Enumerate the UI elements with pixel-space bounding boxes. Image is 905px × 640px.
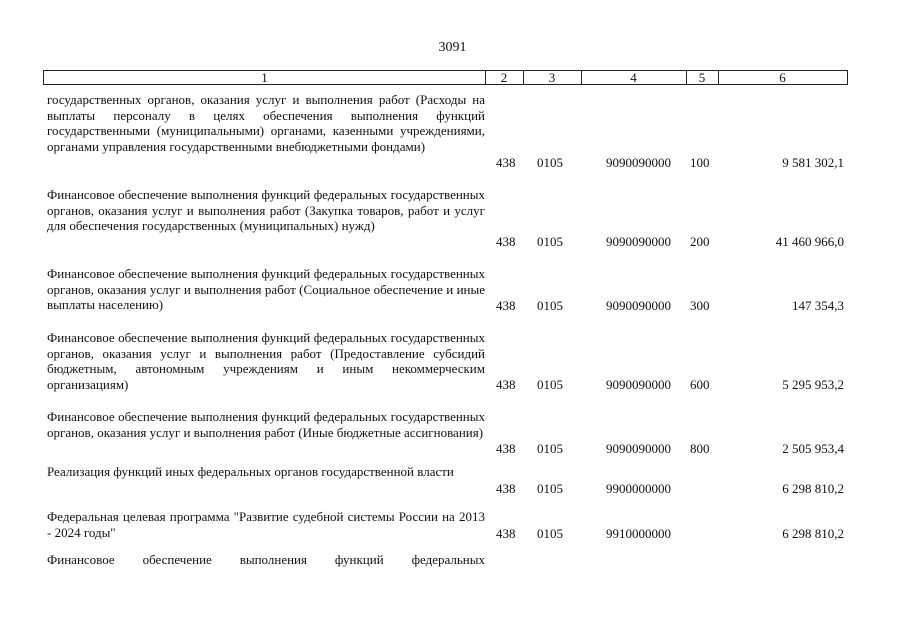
row-amount: 6 298 810,2 [782,480,844,496]
row-description: Реализация функций иных федеральных органов государственной власти [47,464,454,479]
header-col-1: 1 [261,70,268,85]
table-row [0,552,905,568]
row-section-code: 0105 [537,525,563,541]
row-amount: 2 505 953,4 [782,440,844,456]
table-row [0,330,905,392]
row-description: Финансовое обеспечение выполнения функций федеральных государственных органов, оказания услуг и выполнения работ (Закупка товаров, работ и услуг для обеспечения государственных (муниципальных) нужд) [47,187,485,233]
row-target-code: 9090090000 [606,376,671,392]
row-amount: 147 354,3 [792,297,844,313]
row-expense-type: 800 [690,440,710,456]
row-section-code: 0105 [537,480,563,496]
row-ministry-code: 438 [496,297,516,313]
row-description: Финансовое обеспечение выполнения функций федеральных государственных органов, оказания услуг и выполнения работ (Социальное обеспечение и иные выплаты населению) [47,266,485,312]
table-row [0,266,905,313]
row-section-code: 0105 [537,440,563,456]
table-row [0,187,905,249]
header-col-4: 4 [630,70,637,85]
row-amount: 41 460 966,0 [775,233,844,249]
row-target-code: 9090090000 [606,297,671,313]
row-description: Финансовое обеспечение выполнения функций федеральных [47,552,485,567]
header-col-2: 2 [500,70,508,85]
row-section-code: 0105 [537,154,563,170]
row-expense-type: 300 [690,297,710,313]
row-target-code: 9090090000 [606,154,671,170]
row-description: Финансовое обеспечение выполнения функций федеральных государственных органов, оказания услуг и выполнения работ (Предоставление субсидий бюджетным, автономным учреждениям и иным некоммерческим организациям) [47,330,485,392]
header-col-5: 5 [698,70,706,85]
table-row [0,92,905,170]
table-header [43,70,848,85]
row-amount: 9 581 302,1 [782,154,844,170]
row-description: Финансовое обеспечение выполнения функций федеральных государственных органов, оказания услуг и выполнения работ (Иные бюджетные ассигнования) [47,409,485,440]
row-target-code: 9090090000 [606,440,671,456]
row-ministry-code: 438 [496,525,516,541]
row-target-code: 9910000000 [606,525,671,541]
row-ministry-code: 438 [496,376,516,392]
table-row [0,464,905,496]
row-section-code: 0105 [537,233,563,249]
table-row [0,509,905,541]
row-ministry-code: 438 [496,440,516,456]
row-expense-type: 200 [690,233,710,249]
page-number: 3091 [438,40,467,55]
row-description: государственных органов, оказания услуг и выполнения работ (Расходы на выплаты персоналу в целях обеспечения выполнения функций государственными (муниципальными) органами, казенными учреждениями, органами управления государственными внебюджетными фондами) [47,92,485,154]
row-section-code: 0105 [537,297,563,313]
header-col-3: 3 [548,70,556,85]
row-section-code: 0105 [537,376,563,392]
row-target-code: 9900000000 [606,480,671,496]
row-amount: 6 298 810,2 [782,525,844,541]
row-expense-type: 600 [690,376,710,392]
header-col-6: 6 [779,70,786,85]
row-ministry-code: 438 [496,154,516,170]
row-ministry-code: 438 [496,480,516,496]
row-amount: 5 295 953,2 [782,376,844,392]
row-description: Федеральная целевая программа "Развитие судебной системы России на 2013 - 2024 годы" [47,509,485,540]
table-row [0,409,905,456]
row-ministry-code: 438 [496,233,516,249]
row-target-code: 9090090000 [606,233,671,249]
row-expense-type: 100 [690,154,710,170]
